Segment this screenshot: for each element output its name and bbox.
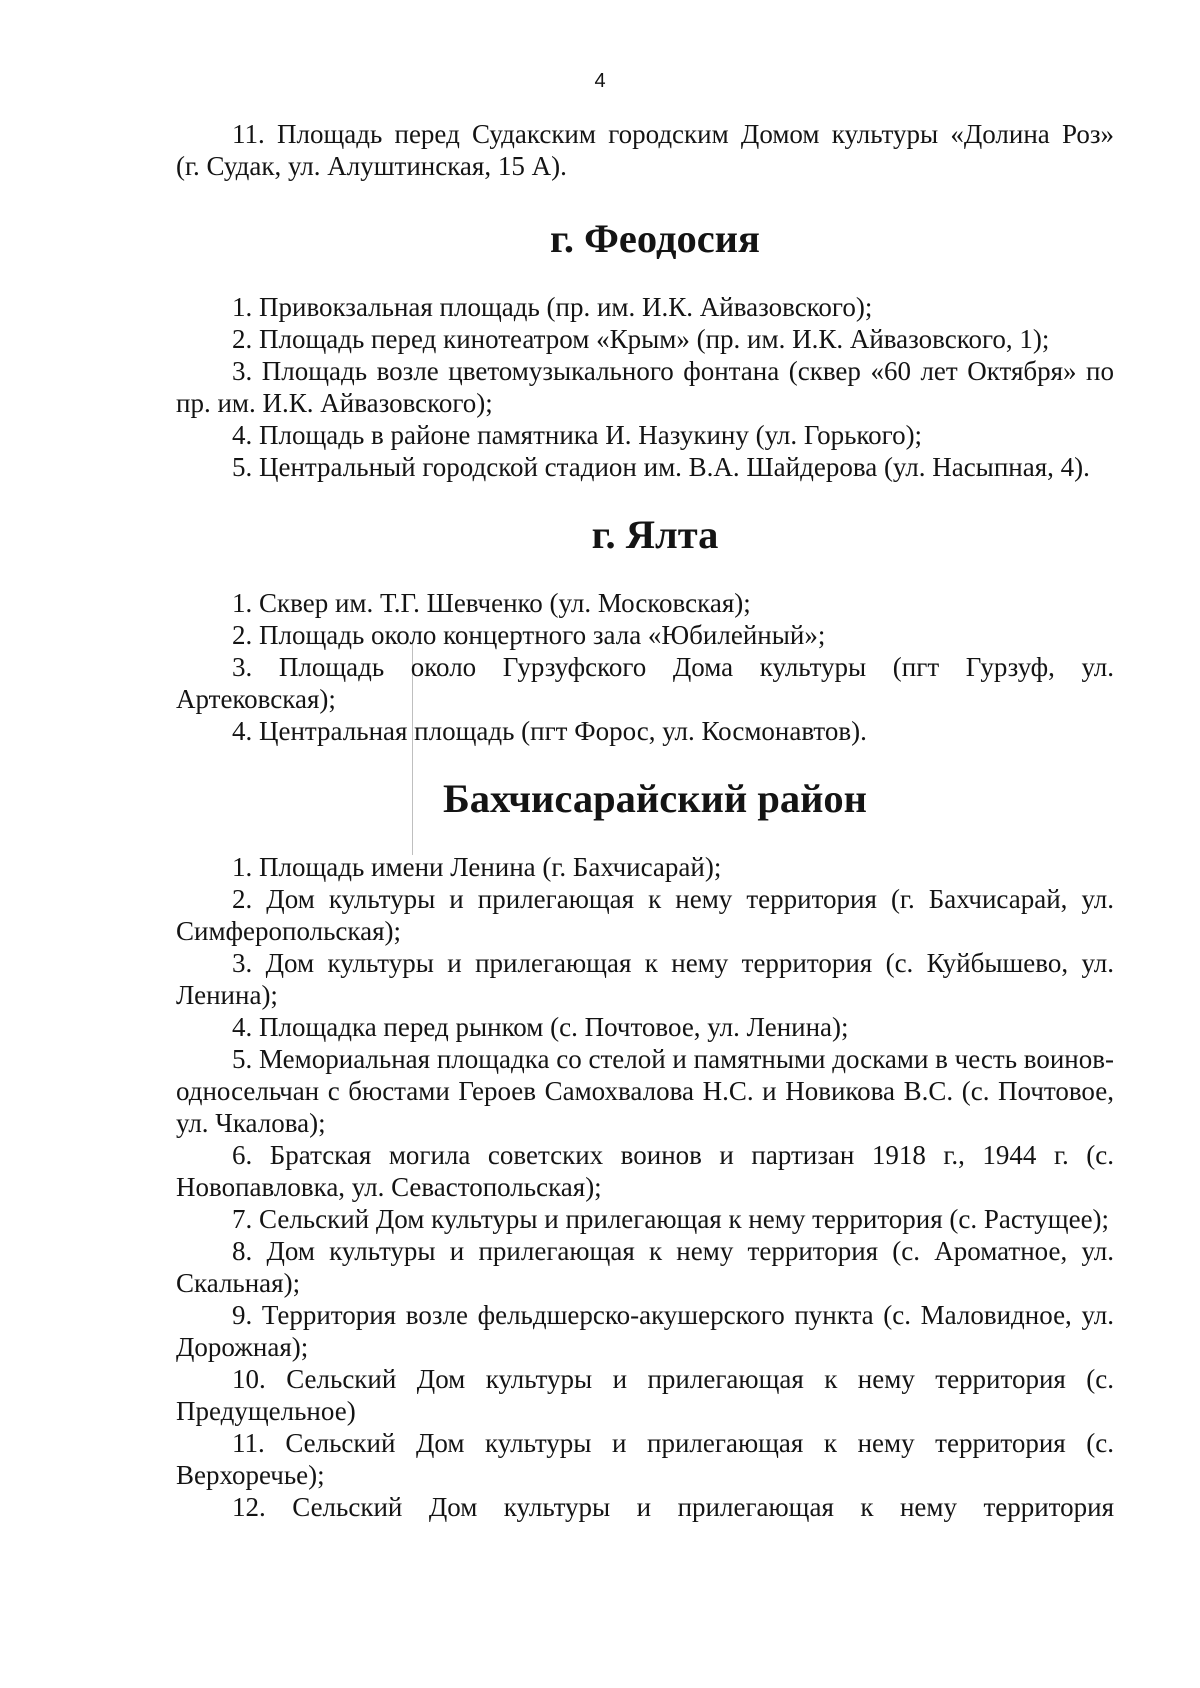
list-item: 1. Привокзальная площадь (пр. им. И.К. Айвазовского); (232, 292, 873, 322)
list-item: 7. Сельский Дом культуры и прилегающая к нему территория (с. Растущее); (232, 1204, 1110, 1234)
list-item: 10. Сельский Дом культуры и прилегающая к нему территория (с. Предущельное) (176, 1364, 1114, 1426)
list-item: 3. Дом культуры и прилегающая к нему территория (с. Куйбышево, ул. Ленина); (176, 948, 1114, 1010)
list-item: 3. Площадь возле цветомузыкального фонтана (сквер «60 лет Октября» по пр. им. И.К. Айвазовского); (176, 356, 1114, 418)
list-item: 3. Площадь около Гурзуфского Дома культуры (пгт Гурзуф, ул. Артековская); (176, 652, 1114, 714)
list-yalta (176, 587, 1114, 747)
intro-line: 11. Площадь перед Судакским городским Домом культуры «Долина Роз» (232, 119, 1114, 149)
list-bakhchisaray (176, 851, 1114, 1523)
list-item: 6. Братская могила советских воинов и партизан 1918 г., 1944 г. (с. Новопавловка, ул. Севастопольская); (176, 1140, 1114, 1202)
section-title-feodosia: г. Феодосия (550, 216, 760, 261)
document-body (176, 118, 1114, 1523)
list-item: 9. Территория возле фельдшерско-акушерского пункта (с. Маловидное, ул. Дорожная); (176, 1300, 1114, 1362)
list-item: 2. Дом культуры и прилегающая к нему территория (г. Бахчисарай, ул. Симферопольская); (176, 884, 1114, 946)
list-item: 2. Площадь перед кинотеатром «Крым» (пр. им. И.К. Айвазовского, 1); (232, 324, 1050, 354)
list-item: 5. Центральный городской стадион им. В.А. Шайдерова (ул. Насыпная, 4). (232, 452, 1090, 482)
list-item: 5. Мемориальная площадка со стелой и памятными досками в честь воинов-односельчан с бюстами Героев Самохвалова Н.С. и Новикова В.С. (с. Почтовое, ул. Чкалова); (176, 1044, 1114, 1138)
list-item: 1. Сквер им. Т.Г. Шевченко (ул. Московская); (232, 588, 751, 618)
page-number: 4 (594, 70, 606, 92)
list-item: 12. Сельский Дом культуры и прилегающая к нему территория (232, 1492, 1114, 1522)
list-feodosia (176, 291, 1114, 483)
list-item: 4. Центральная площадь (пгт Форос, ул. Космонавтов). (232, 716, 867, 746)
list-item: 11. Сельский Дом культуры и прилегающая к нему территория (с. Верхоречье); (176, 1428, 1114, 1490)
list-item: 2. Площадь около концертного зала «Юбилейный»; (232, 620, 826, 650)
list-item: 8. Дом культуры и прилегающая к нему территория (с. Ароматное, ул. Скальная); (176, 1236, 1114, 1298)
section-title-bakhchisaray: Бахчисарайский район (442, 776, 868, 821)
list-item: 4. Площадь в районе памятника И. Назукину (ул. Горького); (232, 420, 923, 450)
section-title-yalta: г. Ялта (591, 512, 719, 557)
list-item: 1. Площадь имени Ленина (г. Бахчисарай); (232, 852, 722, 882)
intro-line: (г. Судак, ул. Алуштинская, 15 А). (176, 151, 567, 181)
list-item: 4. Площадка перед рынком (с. Почтовое, ул. Ленина); (232, 1012, 849, 1042)
